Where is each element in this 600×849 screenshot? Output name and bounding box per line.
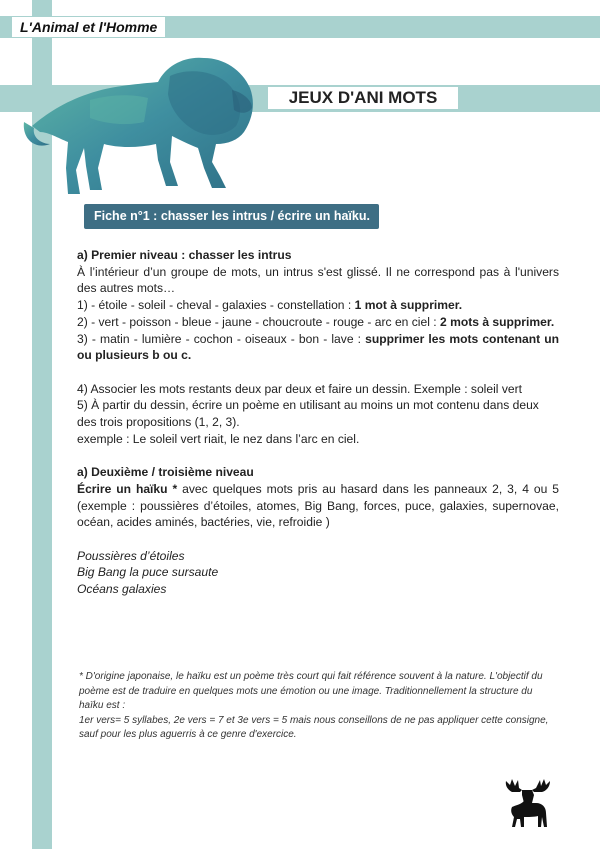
haiku-line: Océans galaxies — [77, 582, 167, 597]
spacer — [77, 447, 559, 464]
haiku-line: Big Bang la puce sursaute — [77, 565, 219, 580]
item-2-text: 2) - vert - poisson - bleue - jaune - choucroute - rouge - arc en ciel : — [77, 314, 440, 329]
level1-heading: a) Premier niveau : chasser les intrus — [77, 248, 292, 262]
item-1-bold: 1 mot à supprimer. — [354, 298, 463, 313]
item-5: 5) À partir du dessin, écrire un poème en utilisant au moins un mot contenu dans deux des trois propositions (1, 2, 3). — [77, 398, 539, 430]
item-3 — [77, 331, 559, 364]
item-1 — [77, 297, 559, 314]
main-content — [77, 247, 559, 598]
lion-illustration — [20, 52, 265, 204]
haiku-line: Poussières d’étoiles — [77, 548, 185, 563]
level2-text — [77, 481, 559, 531]
level2-body: avec quelques mots pris au hasard dans les panneaux 2, 3, 4 ou 5 (exemple : poussières d’étoiles, atomes, Big Bang, forces, puce, galaxies, supernovae, océan, acides aminés, bactéries, vie, refroidie ) — [77, 481, 559, 530]
moose-icon — [500, 775, 554, 829]
item-3-text: 3) - matin - lumière - cochon - oiseaux - bon - lave : — [77, 331, 366, 346]
item-3-bold: supprimer les mots contenant un ou plusieurs b ou c. — [77, 331, 559, 363]
level2-lead: Écrire un haïku * — [77, 481, 178, 496]
level2-heading: a) Deuxième / troisième niveau — [77, 465, 254, 480]
item-4: 4) Associer les mots restants deux par deux et faire un dessin. Exemple : soleil vert — [77, 381, 522, 396]
haiku — [77, 548, 559, 598]
header-label: L'Animal et l'Homme — [12, 17, 165, 37]
level1-intro: À l’intérieur d’un groupe de mots, un intrus s'est glissé. Il ne correspond pas à l'univers des autres mots… — [77, 264, 559, 296]
example-line: exemple : Le soleil vert riait, le nez dans l’arc en ciel. — [77, 431, 360, 446]
fiche-label: Fiche n°1 : chasser les intrus / écrire un haïku. — [94, 209, 370, 223]
footnote-p2: 1er vers= 5 syllabes, 2e vers = 7 et 3e vers = 5 mais nous conseillons de ne pas appliquer cette consigne, sauf pour les plus aguerris à ce genre d'exercice. — [79, 714, 549, 740]
footnote — [79, 670, 559, 743]
item-2-bold: 2 mots à supprimer. — [439, 314, 555, 329]
page-title: JEUX D'ANI MOTS — [268, 87, 458, 109]
fiche-banner — [84, 204, 379, 229]
item-2 — [77, 314, 559, 331]
spacer — [77, 364, 559, 381]
spacer — [77, 531, 559, 548]
item-1-text: 1) - étoile - soleil - cheval - galaxies - constellation : — [77, 298, 355, 313]
footnote-p1: * D'origine japonaise, le haïku est un poème très court qui fait référence souvent à la nature. L'objectif du poème est de traduire en quelques mots une émotion ou une image. Traditionnellement la structure du haïku est : — [79, 671, 543, 711]
